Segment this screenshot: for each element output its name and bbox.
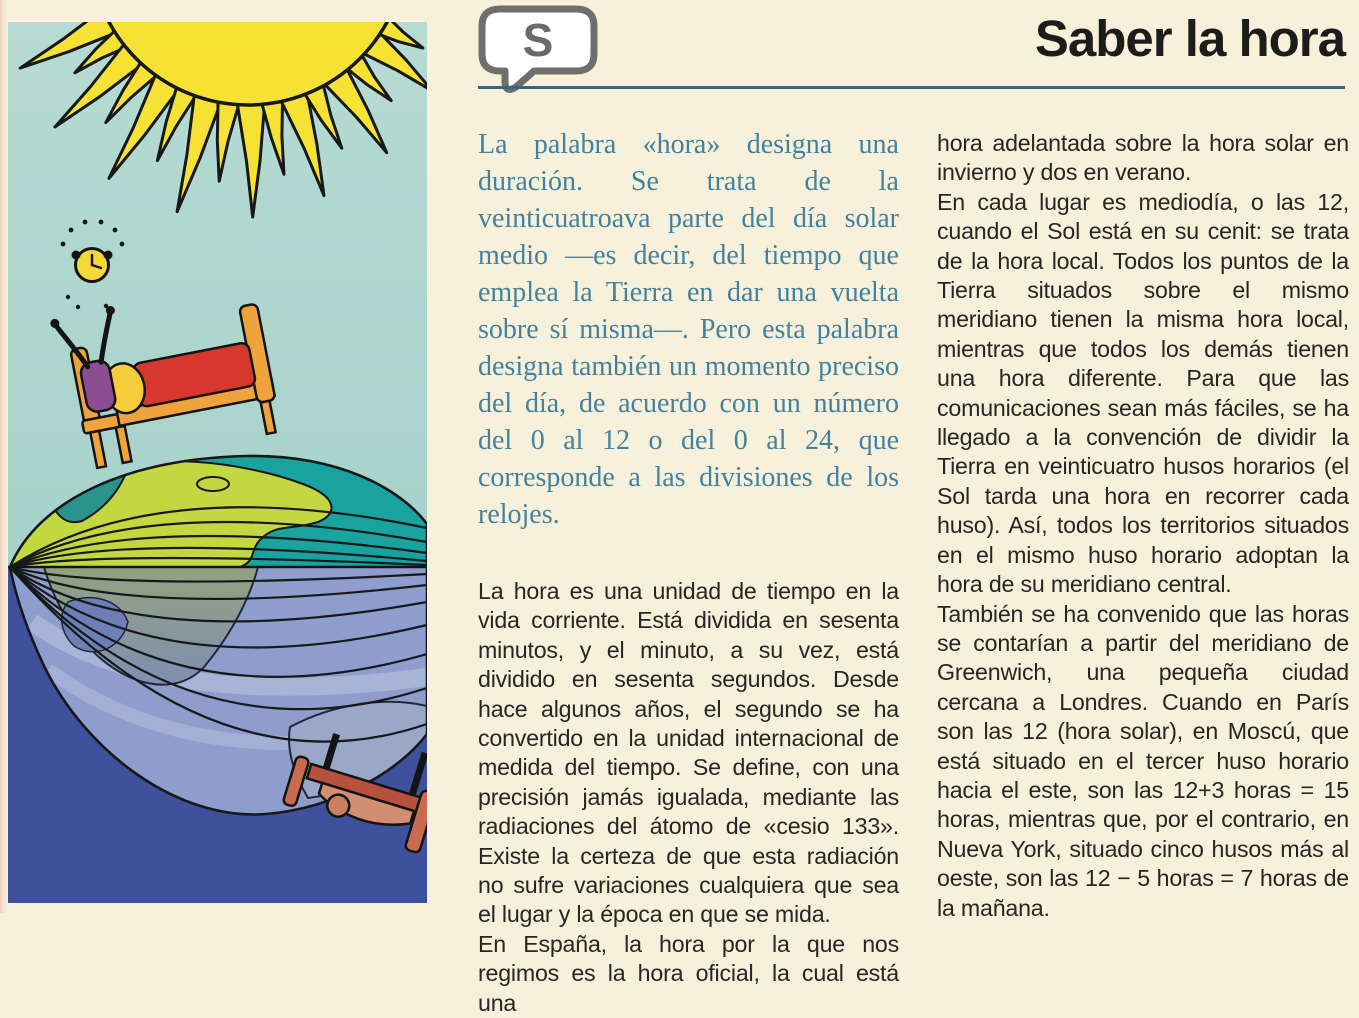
paragraph: En España, la hora por la que nos regimos es la hora oficial, la cual está una xyxy=(478,930,899,1016)
page-title: Saber la hora xyxy=(1034,10,1345,67)
section-letter-badge xyxy=(476,4,616,96)
paragraph: En cada lugar es mediodía, o las 12, cuando el Sol está en su cenit: se trata de la hora local. Todos los puntos de la Tierra situados sobre el mismo meridiano tienen la misma hora local, mientras que todos los demás tienen una hora diferente. Para que las comunicaciones sean más fáciles, se ha llegado a la convención de dividir la Tierra en veinticuatro husos horarios (el Sol tarda una hora en recorrer cada huso). Así, todos los territorios situados en el mismo huso horario adoptan la hora de su meridiano central. xyxy=(937,188,1349,598)
paragraph: También se ha convenido que las horas se contarían a partir del meridiano de Greenwich, una pequeña ciudad cercana a Londres. Cuando en París son las 12 (hora solar), en Moscú, que está situado en el tercer huso horario hacia el este, son las 12+3 horas = 15 horas, mientras que, por el contrario, en Nueva York, situado cinco husos más al oeste, son las 12 − 5 horas = 7 horas de la mañana. xyxy=(937,600,1349,921)
header-divider-rule xyxy=(478,86,1345,89)
time-zones-illustration xyxy=(8,22,427,903)
middle-text-column xyxy=(478,126,899,1018)
page-left-edge xyxy=(0,0,8,913)
paragraph: hora adelantada sobre la hora solar en invierno y dos en verano. xyxy=(937,130,1349,186)
day-island xyxy=(197,477,229,491)
right-text-column xyxy=(937,129,1349,923)
paragraph: La hora es una unidad de tiempo en la vida corriente. Está dividida en sesenta minutos, y el minuto, a su vez, está dividido en sesenta segundos. Desde hace algunos años, el segundo se ha convertido en la unidad internacional de medida del tiempo. Se define, con una precisión jamás igualada, mediante las radiaciones del átomo de «cesio 133». Existe la certeza de que esta radiación no sufre variaciones cualquiera que sea el lugar y la época en que se mida. xyxy=(478,578,899,928)
section-letter: S xyxy=(522,14,554,66)
intro-paragraph: La palabra «hora» designa una duración. Se trata de la veinticuatroava parte del día solar medio —es decir, del tiempo que emplea la Tierra en dar una vuelta sobre sí misma—. Pero esta palabra designa también un momento preciso del día, de acuerdo con un número del 0 al 12 o del 0 al 24, que corresponde a las divisiones de los relojes. xyxy=(478,129,899,530)
